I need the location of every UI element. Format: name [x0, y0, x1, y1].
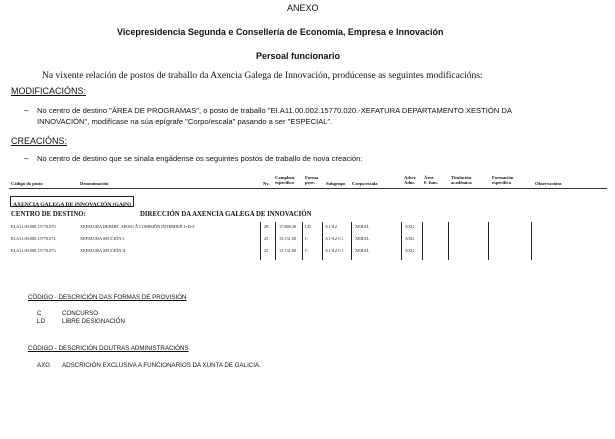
row-name: XEFATURA SECCIÓN I — [80, 236, 124, 241]
legend-admin-desc: ADSCRICIÓN EXCLUSIVA A FUNCIONARIOS DA XUNTA DE GALICIA. — [62, 362, 261, 369]
creations-bullet: – — [24, 154, 29, 163]
center-name: DIRECCIÓN DA AXENCIA GALEGA DE INNOVACIÓN — [140, 211, 312, 218]
row-subgroup: A1-A2-C1 — [325, 248, 344, 253]
row-form: LD — [305, 224, 311, 229]
row-subgroup: A1-A2 — [325, 224, 337, 229]
modifications-bullet: – — [24, 106, 29, 115]
col-header-corps: Corpo/escala — [352, 181, 378, 186]
annex-title: ANEXO — [287, 3, 319, 13]
legend-forms-code: LD — [37, 318, 45, 325]
modifications-heading: MODIFICACIÓNS: — [11, 86, 87, 96]
row-code: EI.A11.00.000.15770.072 — [11, 236, 56, 241]
col-header-formacion: Formación específica — [492, 175, 514, 186]
ministry-title: Vicepresidencia Segunda e Consellería de Economía, Empresa e Innovación — [117, 27, 444, 37]
legend-admin-code: AXG — [37, 362, 51, 369]
row-adscr: AXG — [405, 236, 415, 241]
row-code: EI.A11.00.000.15770.070 — [11, 224, 56, 229]
row-complement: 13.131,00 — [279, 236, 297, 241]
row-form: C — [305, 248, 308, 253]
legend-forms-desc: LIBRE DESIGNACIÓN — [62, 318, 125, 325]
row-complement: 17.869,30 — [279, 224, 297, 229]
row-complement: 13.131,00 — [279, 248, 297, 253]
creations-heading: CREACIÓNS: — [11, 136, 68, 146]
col-header-observ: Observacións — [535, 181, 562, 186]
col-header-code: Código do posto — [11, 181, 43, 186]
modifications-line-2: INNOVACIÓN", modifícase na súa epígrafe "Corpo/escala" pasando a ser "ESPECIAL". — [37, 117, 333, 126]
row-code: EI.A11.00.000.15770.073 — [11, 248, 56, 253]
subtitle: Persoal funcionario — [256, 51, 341, 61]
row-corps: XERAL — [355, 236, 370, 241]
row-level: 25 — [264, 248, 269, 253]
center-label: CENTRO DE DESTINO: — [11, 211, 86, 218]
row-corps: XERAL — [355, 224, 370, 229]
col-header-name: Denominación — [80, 181, 109, 186]
row-adscr: AXG — [405, 248, 415, 253]
legend-forms-code: C — [37, 310, 42, 317]
intro-paragraph: Na vixente relación de postos de traballo da Axencia Galega de Innovación, prodúcense as seguintes modificacións: — [42, 71, 483, 81]
agency-box — [10, 196, 134, 207]
row-level: 25 — [264, 236, 269, 241]
row-name: XEFATURA SECCIÓN II — [80, 248, 126, 253]
legend-forms-heading: CÓDIGO - DESCRICIÓN DAS FORMAS DE PROVISIÓN — [28, 294, 187, 301]
col-header-area: Área F. func. — [424, 175, 439, 186]
legend-forms-desc: CONCURSO — [62, 310, 99, 317]
table-header-rule — [9, 188, 607, 189]
agency-label: AXENCIA GALEGA DE INNOVACIÓN (GAIN) — [13, 202, 131, 208]
creations-line: No centro de destino que se sinala engádense os seguintes postos de traballo de nova creación: — [37, 154, 363, 163]
row-form: C — [305, 236, 308, 241]
modifications-line-1: No centro de destino "ÁREA DE PROGRAMAS", o posto de traballo "EI.A11.00.002.15770.020.-XEFATURA DEPARTAMENTO XESTIÓN DA — [37, 106, 512, 115]
legend-admin-heading: CÓDIGO - DESCRICIÓN DOUTRAS ADMINISTRACIÓNS — [28, 345, 189, 352]
col-header-form: Forma prov. — [305, 175, 319, 186]
row-level: 28 — [264, 224, 269, 229]
row-name: XEFATURA DEPART. APOIO Á COMISIÓN INTERDEP. I+D+I — [80, 224, 195, 229]
row-corps: XERAL — [355, 248, 370, 253]
col-header-complement: Complem. específico — [275, 175, 296, 186]
row-adscr: AXG — [405, 224, 415, 229]
col-header-subgroup: Subgrupo — [326, 181, 346, 186]
col-header-level: Nv. — [263, 181, 270, 186]
col-header-adscr: Adscr. Adm. — [404, 175, 417, 186]
col-header-titulacion: Titulación académica — [451, 175, 472, 186]
row-subgroup: A1-A2-C1 — [325, 236, 344, 241]
